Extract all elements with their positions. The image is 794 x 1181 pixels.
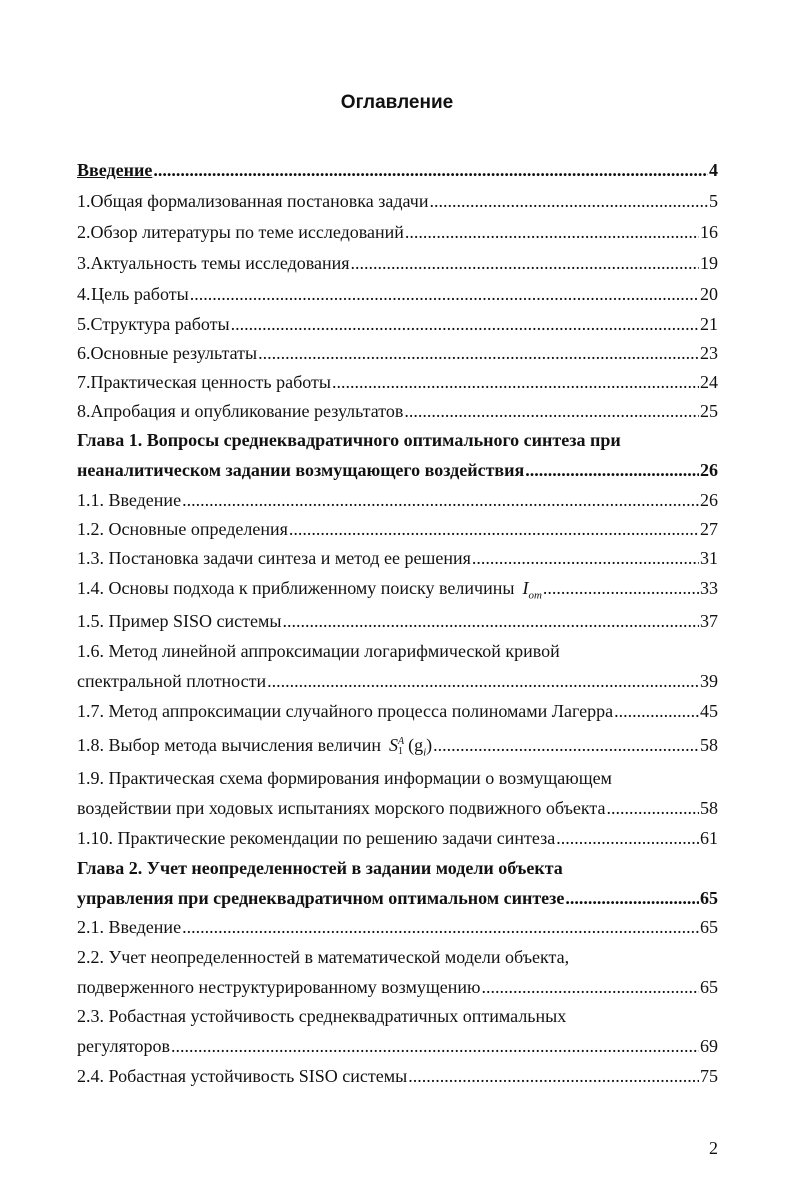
toc-entry-page: 5	[709, 191, 718, 211]
toc-entry-text: 2.2. Учет неопределенностей в математической модели объекта,	[77, 947, 570, 967]
toc-entry-page: 19	[700, 253, 718, 273]
toc-entry-number: 2.	[77, 222, 91, 242]
toc-entry-2-2-line1[interactable]	[77, 943, 718, 971]
toc-entry-page: 26	[700, 490, 718, 510]
toc-entry-text: воздействии при ходовых испытаниях морского подвижного объекта	[77, 798, 606, 818]
toc-entry-page: 24	[700, 372, 718, 392]
toc-entry-1-9-line1[interactable]	[77, 764, 718, 792]
toc-entry-1-9-line2[interactable]	[77, 794, 718, 822]
leader-dots	[182, 486, 699, 514]
toc-entry-1-6-line1[interactable]	[77, 637, 718, 665]
formula-I-ot: $I_{от}$	[522, 578, 542, 602]
leader-dots	[332, 368, 699, 396]
leader-dots	[231, 310, 699, 338]
leader-dots	[182, 913, 699, 941]
toc-entry-1-8[interactable]	[77, 731, 718, 759]
page-number: 2	[709, 1138, 718, 1158]
leader-dots	[525, 456, 699, 484]
leader-dots	[429, 187, 708, 215]
toc-entry-page: 58	[700, 735, 718, 755]
toc-entry-page: 21	[700, 314, 718, 334]
toc-entry-intro[interactable]	[77, 156, 718, 184]
toc-entry-2-1[interactable]	[77, 913, 718, 941]
toc-entry-1-1[interactable]	[77, 486, 718, 514]
page-title: Оглавление	[340, 92, 454, 113]
toc-entry-text: Актуальность темы исследования	[90, 253, 350, 273]
toc-entry-page: 27	[700, 519, 718, 539]
leader-dots	[556, 824, 699, 852]
toc-entry-page: 25	[700, 401, 718, 421]
toc-entry-text: 1.4. Основы подхода к приближенному поиску величины	[77, 578, 515, 598]
toc-entry-page: 75	[700, 1066, 718, 1086]
toc-entry-number: 1.	[77, 191, 91, 211]
toc-entry-2-3-line1[interactable]	[77, 1002, 718, 1030]
toc-entry-1-10[interactable]	[77, 824, 718, 852]
toc-entry-page: 20	[700, 284, 718, 304]
toc-entry-text: 1.1. Введение	[77, 490, 182, 510]
leader-dots	[267, 667, 699, 695]
toc-entry-5[interactable]	[77, 310, 718, 338]
toc-entry-text: 1.5. Пример SISO системы	[77, 611, 282, 631]
toc-chapter-2-line1[interactable]	[77, 854, 718, 882]
toc-entry-number: 7.	[77, 372, 91, 392]
leader-dots	[472, 544, 699, 572]
toc-entry-3[interactable]	[77, 249, 718, 277]
toc-entry-2-2-line2[interactable]	[77, 973, 718, 1001]
toc-entry-2-3-line2[interactable]	[77, 1032, 718, 1060]
leader-dots	[282, 607, 699, 635]
toc-entry-text: 1.9. Практическая схема формирования информации о возмущающем	[77, 768, 612, 788]
toc-entry-text: 1.3. Постановка задачи синтеза и метод ее решения	[77, 548, 471, 568]
toc-entry-text: 1.10. Практические рекомендации по решению задачи синтеза	[77, 828, 556, 848]
toc-entry-text: Основные результаты	[90, 343, 258, 363]
toc-entry-text: Цель работы	[91, 284, 189, 304]
toc-entry-page: 4	[709, 160, 718, 180]
toc-chapter-1-line1[interactable]	[77, 426, 718, 454]
toc-entry-page: 65	[700, 888, 718, 908]
toc-entry-4[interactable]	[77, 280, 718, 308]
toc-entry-text: Глава 2. Учет неопределенностей в задании модели объекта	[77, 858, 563, 878]
leader-dots	[258, 339, 699, 367]
toc-entry-2-4[interactable]	[77, 1062, 718, 1090]
toc-entry-page: 16	[700, 222, 718, 242]
toc-entry-text: Апробация и опубликование результатов	[90, 401, 404, 421]
toc-entry-page: 45	[700, 701, 718, 721]
leader-dots	[190, 280, 699, 308]
leader-dots	[404, 397, 699, 425]
toc-entry-page: 61	[700, 828, 718, 848]
leader-dots	[351, 249, 699, 277]
toc-entry-text: 1.7. Метод аппроксимации случайного процесса полиномами Лагерра	[77, 701, 614, 721]
toc-entry-page: 26	[700, 460, 718, 480]
leader-dots	[565, 884, 699, 912]
toc-entry-text: неаналитическом задании возмущающего воздействия	[77, 460, 525, 480]
leader-dots	[405, 218, 699, 246]
toc-entry-text: Глава 1. Вопросы среднеквадратичного оптимального синтеза при	[77, 430, 621, 450]
leader-dots	[171, 1032, 699, 1060]
toc-entry-text: 1.6. Метод линейной аппроксимации логарифмической кривой	[77, 641, 560, 661]
toc-entry-1-4[interactable]	[77, 574, 718, 602]
toc-entry-text: Структура работы	[90, 314, 230, 334]
leader-dots	[607, 794, 700, 822]
toc-entry-page: 37	[700, 611, 718, 631]
toc-entry-text: Практическая ценность работы	[90, 372, 331, 392]
toc-entry-text: подверженного неструктурированному возмущению	[77, 977, 481, 997]
toc-entry-8[interactable]	[77, 397, 718, 425]
toc-entry-text: Общая формализованная постановка задачи	[90, 191, 429, 211]
toc-entry-text: управления при среднеквадратичном оптимальном синтезе	[77, 888, 565, 908]
toc-entry-1-5[interactable]	[77, 607, 718, 635]
toc-entry-number: 5.	[77, 314, 91, 334]
toc-entry-text: 2.3. Робастная устойчивость среднеквадратичных оптимальных	[77, 1006, 567, 1026]
toc-entry-number: 4.	[77, 284, 91, 304]
leader-dots	[614, 697, 699, 725]
toc-entry-number: 6.	[77, 343, 91, 363]
toc-entry-text: Введение	[77, 160, 153, 180]
leader-dots	[433, 731, 699, 759]
toc-chapter-1-line2[interactable]	[77, 456, 718, 484]
toc-entry-text: спектральной плотности	[77, 671, 267, 691]
toc-entry-text: 1.8. Выбор метода вычисления величин	[77, 735, 381, 755]
toc-entry-page: 65	[700, 977, 718, 997]
toc-entry-page: 58	[700, 798, 718, 818]
toc-entry-1[interactable]	[77, 187, 718, 215]
toc-entry-text: 2.4. Робастная устойчивость SISO системы	[77, 1066, 408, 1086]
toc-entry-page: 31	[700, 548, 718, 568]
toc-entry-page: 33	[700, 578, 718, 598]
toc-entry-1-2[interactable]	[77, 515, 718, 543]
toc-entry-text: 2.1. Введение	[77, 917, 182, 937]
leader-dots	[481, 973, 699, 1001]
toc-entry-page: 69	[700, 1036, 718, 1056]
leader-dots	[153, 156, 708, 184]
toc-entry-number: 3.	[77, 253, 91, 273]
toc-entry-text: 1.2. Основные определения	[77, 519, 288, 539]
toc-entry-6[interactable]	[77, 339, 718, 367]
toc-entry-page: 23	[700, 343, 718, 363]
toc-entry-number: 8.	[77, 401, 91, 421]
leader-dots	[543, 574, 699, 602]
toc-entry-1-6-line2[interactable]	[77, 667, 718, 695]
toc-entry-1-7[interactable]	[77, 697, 718, 725]
leader-dots	[289, 515, 699, 543]
toc-entry-page: 39	[700, 671, 718, 691]
toc-entry-text: регуляторов	[77, 1036, 170, 1056]
toc-entry-page: 65	[700, 917, 718, 937]
toc-chapter-2-line2[interactable]	[77, 884, 718, 912]
formula-S1A-gi: S A 1 $(g_i)$	[389, 735, 433, 759]
toc-entry-text: Обзор литературы по теме исследований	[90, 222, 404, 242]
toc-entry-7[interactable]	[77, 368, 718, 396]
leader-dots	[408, 1062, 699, 1090]
toc-entry-2[interactable]	[77, 218, 718, 246]
toc-entry-1-3[interactable]	[77, 544, 718, 572]
